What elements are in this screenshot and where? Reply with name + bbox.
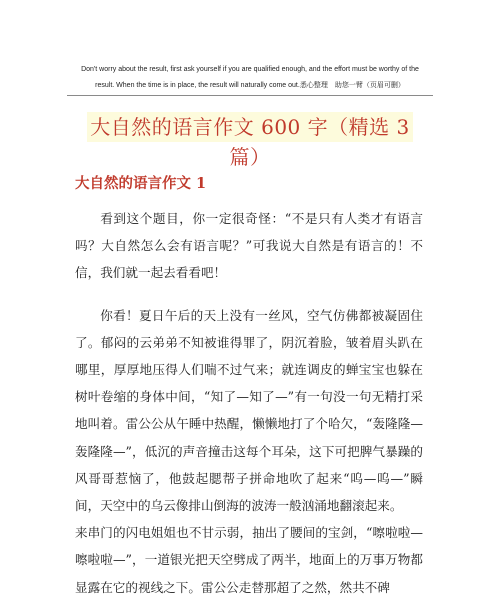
header-line-1: Don't worry about the result, first ask yourself if you are qualified enough, and the effort must be worthy of the xyxy=(81,66,419,73)
header-divider xyxy=(67,95,433,96)
page-header xyxy=(60,62,440,94)
paragraph-3: 来串门的闪电姐姐也不甘示弱，抽出了腰间的宝剑，“嚓啦啦—嚓啦啦—”，一道银光把天空劈成了两半，地面上的万事万物都显露在它的视线之下。雷公公走替那超了之然，然共不碑 xyxy=(75,525,423,595)
header-line-2: result. When the time is in place, the result will naturally come out.悉心整理 助您一臂（页眉可删） xyxy=(95,82,405,89)
article-body xyxy=(75,205,423,601)
paragraph-1: 看到这个题目，你一定很奇怪：“不是只有人类才有语言吗？大自然怎么会有语言呢？”可我说大自然是有语言的！不信，我们就一起去看看吧！ xyxy=(75,211,423,281)
document-title: 大自然的语言作文 600 字（精选 3 篇） xyxy=(87,112,413,142)
paragraph-2: 你看！夏日午后的天上没有一丝风，空气仿佛都被凝固住了。郁闷的云弟弟不知被谁得罪了，阴沉着脸，皱着眉头趴在哪里，厚厚地压得人们喘不过气来；就连调皮的蝉宝宝也躲在树叶卷缩的身体中间，“知了—知了—”有一句没一句无精打采地叫着。雷公公从午睡中热醒，懒懒地打了个哈欠，“轰隆隆—轰隆隆—”，低沉的声音撞击这每个耳朵，这下可把脾气暴躁的风哥哥惹恼了，他鼓起腮帮子拼命地吹了起来“呜—呜—”瞬间，天空中的乌云像排山倒海的波涛一般汹涌地翻滚起来。 xyxy=(75,307,423,514)
section-heading: 大自然的语言作文 1 xyxy=(75,175,207,192)
